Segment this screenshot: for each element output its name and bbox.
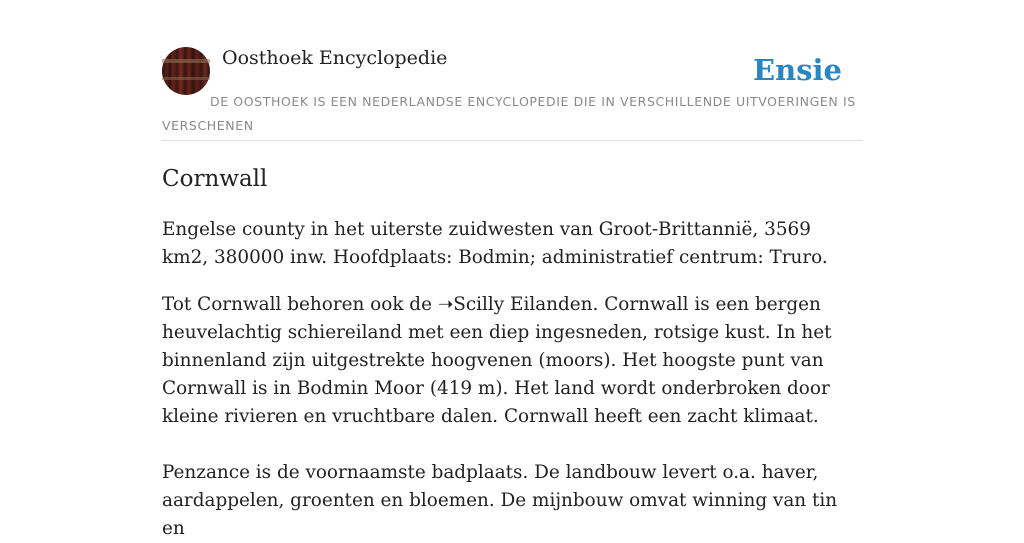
article-paragraph: Engelse county in het uiterste zuidwesten van Groot-Brittannië, 3569 km2, 380000 inw. Hoofdplaats: Bodmin; administratief centrum: Truro. (162, 219, 828, 268)
paragraph-text: Tot Cornwall behoren ook de (162, 294, 438, 315)
article-paragraph (162, 291, 862, 431)
paragraph-text: . Cornwall is een bergen heuvelachtig schiereiland met een diep ingesneden, rotsige kust. In het binnenland zijn uitgestrekte hoogvenen (moors). Het hoogste punt van Cornwall is in Bodmin Moor (419 m). Het land wordt onderbroken door kleine rivieren en vruchtbare dalen. Cornwall heeft een zacht klimaat. (162, 294, 832, 427)
article-paragraph: Penzance is de voornaamste badplaats. De landbouw levert o.a. haver, aardappelen, groenten en bloemen. De mijnbouw omvat winning van tin en (162, 462, 838, 539)
site-name[interactable]: Oosthoek Encyclopedie (222, 47, 448, 69)
site-tagline: DE OOSTHOEK IS EEN NEDERLANDSE ENCYCLOPEDIE DIE IN VERSCHILLENDE UITVOERINGEN IS VERSCHENEN (162, 94, 856, 133)
avatar[interactable] (162, 47, 210, 95)
link-arrow-icon: ➝ (437, 294, 454, 315)
article (162, 162, 862, 543)
site-header (162, 46, 862, 141)
scilly-eilanden-link[interactable]: Scilly Eilanden (453, 294, 593, 315)
article-title: Cornwall (162, 166, 268, 192)
brand-logo[interactable]: Ensie (753, 53, 842, 87)
